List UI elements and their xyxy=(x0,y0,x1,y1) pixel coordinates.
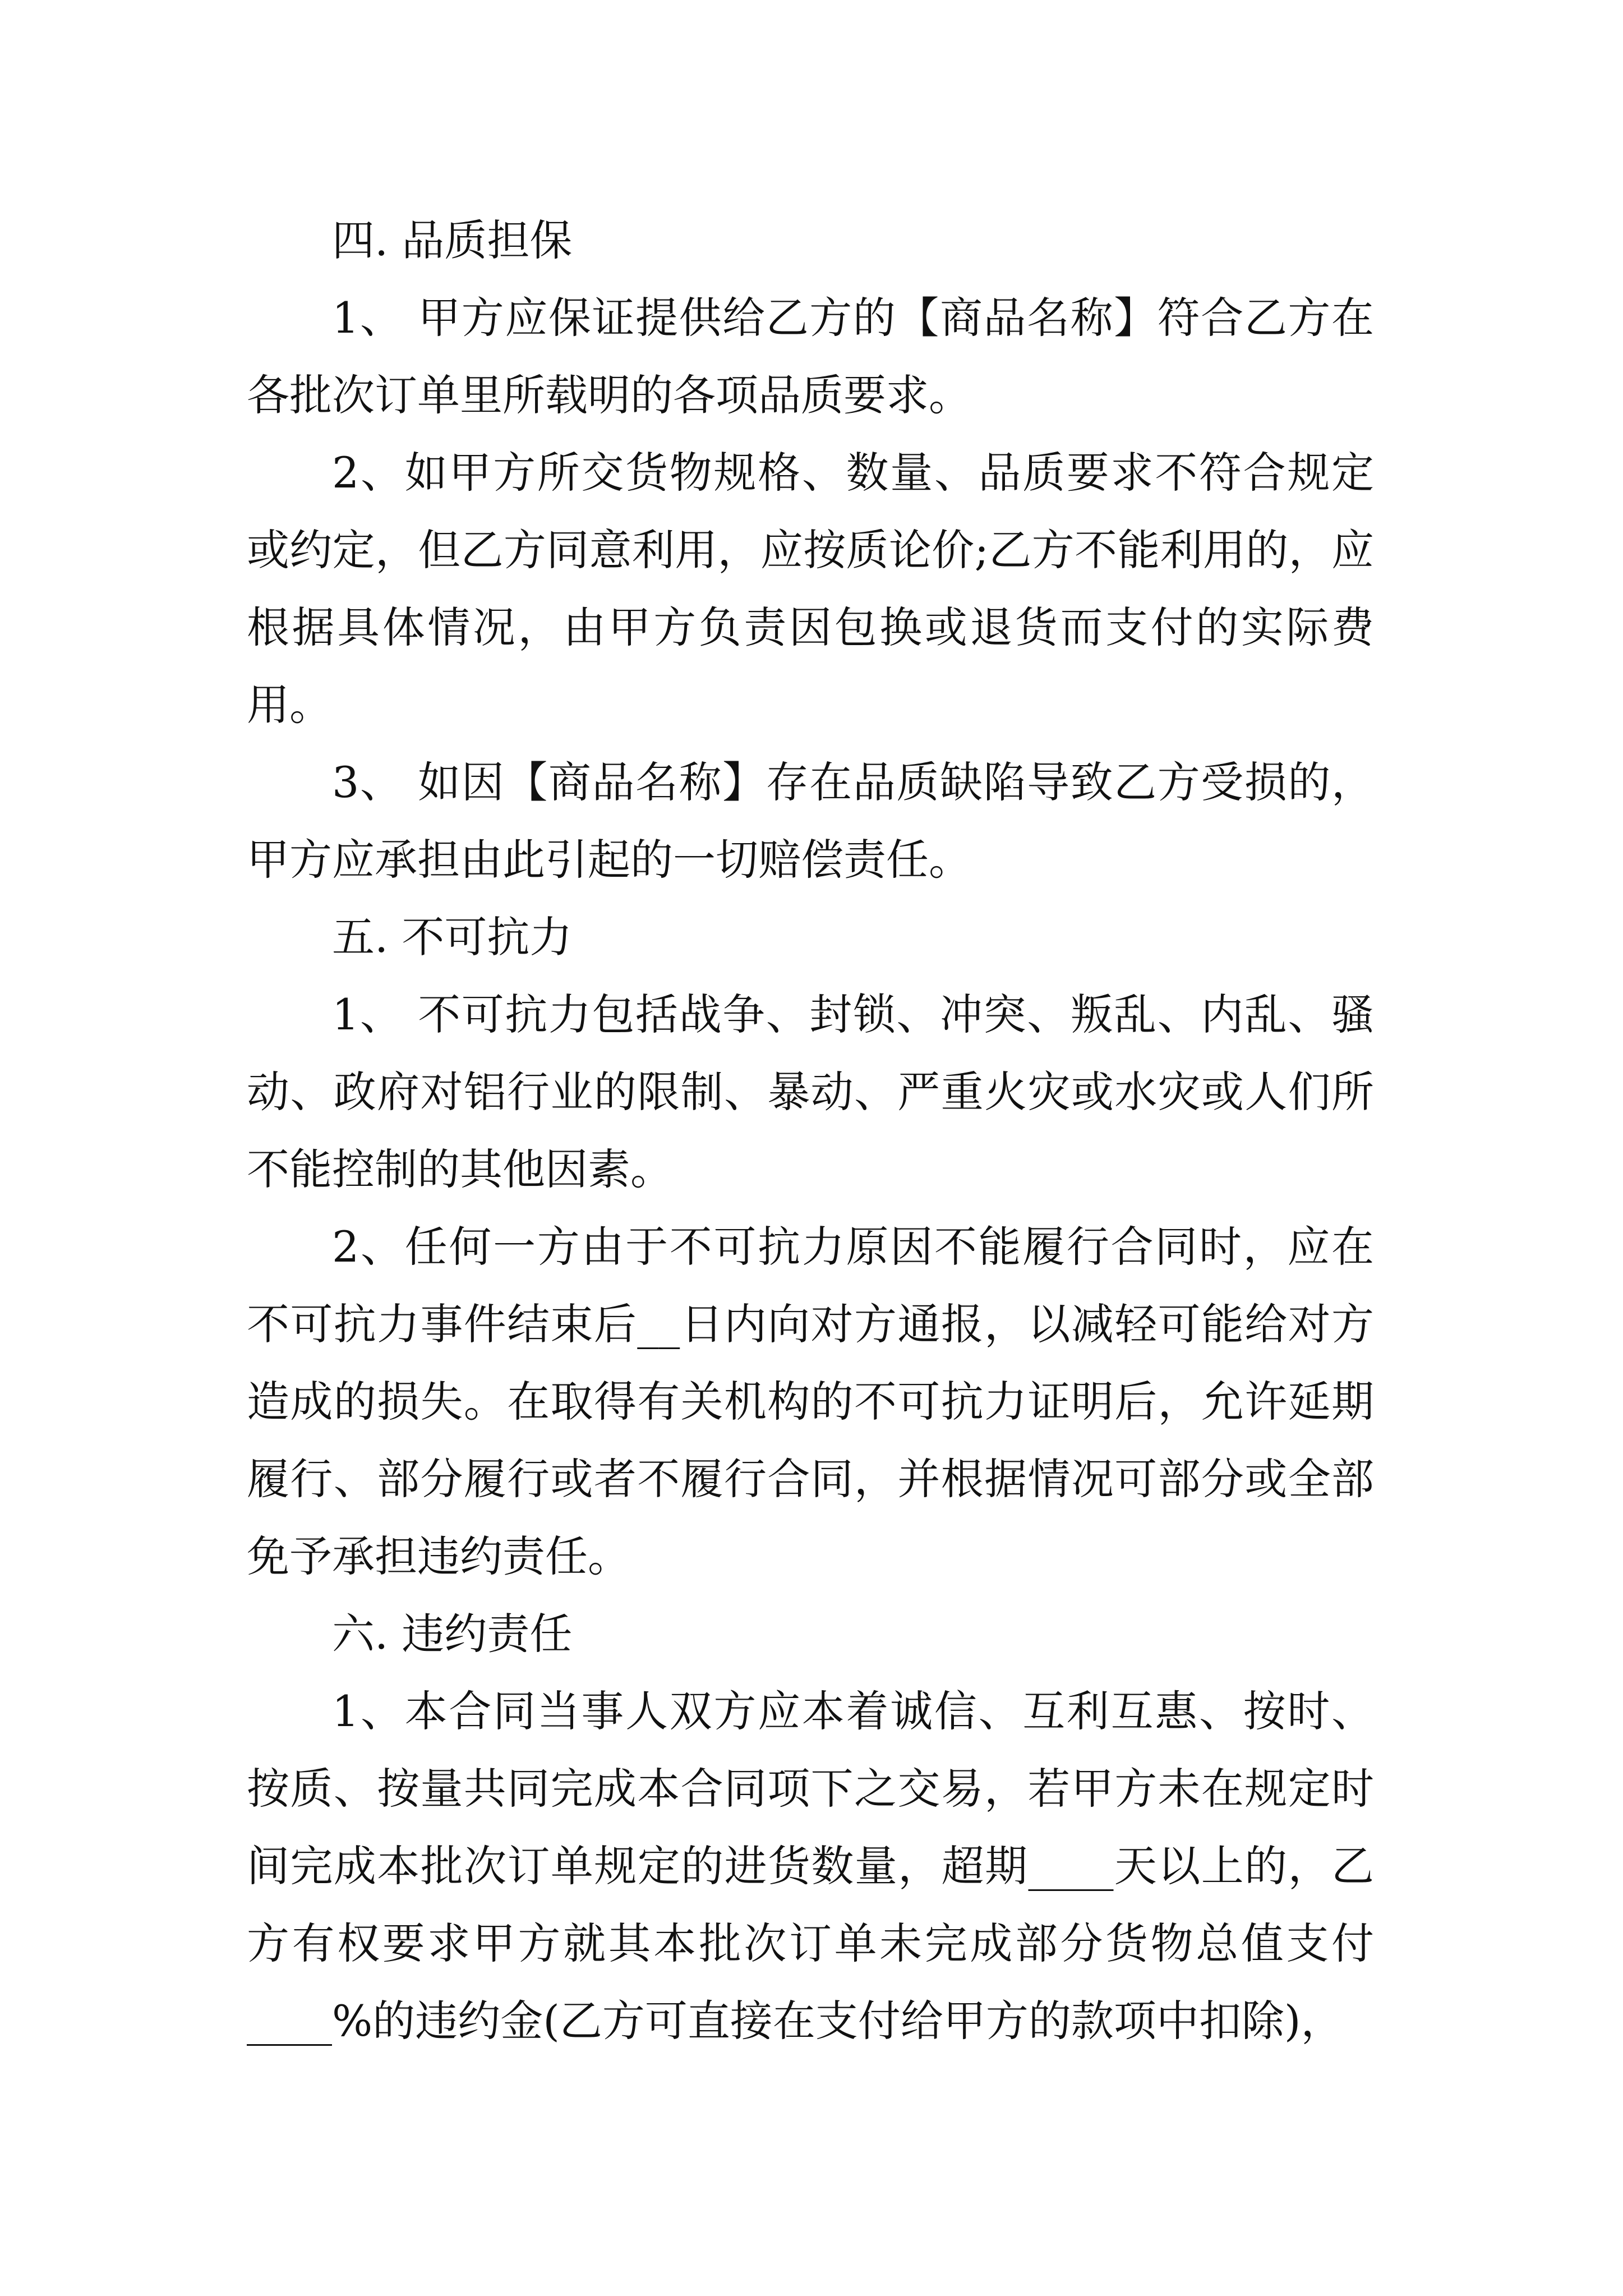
clause-quality-1: 1、 甲方应保证提供给乙方的【商品名称】符合乙方在各批次订单里所载明的各项品质要求。 xyxy=(247,293,1374,420)
clause-quality-3: 3、 如因【商品名称】存在品质缺陷导致乙方受损的，甲方应承担由此引起的一切赔偿责任。 xyxy=(247,757,1374,885)
document-page xyxy=(247,202,1374,2060)
section-heading-quality: 四. 品质担保 xyxy=(332,215,573,265)
clause-force-majeure-2: 2、任何一方由于不可抗力原因不能履行合同时，应在不可抗力事件结束后__日内向对方通报，以减轻可能给对方造成的损失。在取得有关机构的不可抗力证明后，允许延期履行、部分履行或者不履行合同，并根据情况可部分或全部免予承担违约责任。 xyxy=(247,1222,1374,1581)
clause-force-majeure-1: 1、 不可抗力包括战争、封锁、冲突、叛乱、内乱、骚动、政府对铝行业的限制、暴动、严重火灾或水灾或人们所不能控制的其他因素。 xyxy=(247,990,1374,1194)
clause-liability-1: 1、本合同当事人双方应本着诚信、互利互惠、按时、按质、按量共同完成本合同项下之交易，若甲方未在规定时间完成本批次订单规定的进货数量，超期____天以上的，乙方有权要求甲方就其本批次订单未完成部分货物总值支付____%的违约金(乙方可直接在支付给甲方的款项中扣除)， xyxy=(247,1686,1374,2046)
section-heading-force-majeure: 五. 不可抗力 xyxy=(332,912,573,962)
section-heading-liability: 六. 违约责任 xyxy=(332,1609,573,1659)
clause-quality-2: 2、如甲方所交货物规格、数量、品质要求不符合规定或约定，但乙方同意利用，应按质论价;乙方不能利用的，应根据具体情况，由甲方负责因包换或退货而支付的实际费用。 xyxy=(247,448,1374,730)
